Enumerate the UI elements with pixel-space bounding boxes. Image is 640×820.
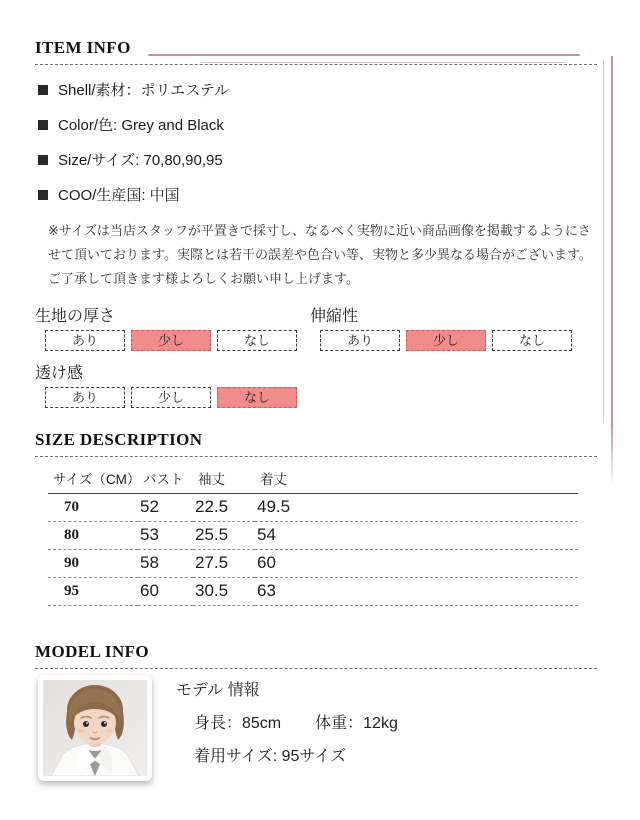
attr-option-selected: なし xyxy=(217,387,297,408)
cell-bust: 52 xyxy=(138,494,193,522)
column-header-length: 着丈 xyxy=(255,465,578,494)
size-disclaimer-text: ※サイズは当店スタッフが平置きで採寸し、なるべく実物に近い商品画像を掲載するようにさせて頂いております。実際とは若干の誤差や色合い等、実物と多少異なる場合がございます。ご了承して頂きます様よろしくお願い申し上げます。 xyxy=(48,223,592,286)
square-bullet-icon xyxy=(38,120,48,130)
list-item-coo xyxy=(35,184,605,205)
model-measurements xyxy=(194,710,398,733)
model-details xyxy=(176,675,398,766)
cell-sleeve: 27.5 xyxy=(193,550,255,578)
list-item-color xyxy=(35,114,605,135)
size-table xyxy=(48,465,578,606)
list-item-material xyxy=(35,79,605,100)
attr-label: 生地の厚さ xyxy=(35,308,116,325)
attr-option: なし xyxy=(492,330,572,351)
attr-group-stretch xyxy=(310,303,572,351)
attr-option: 少し xyxy=(131,387,211,408)
cell-bust: 58 xyxy=(138,550,193,578)
item-info-list xyxy=(35,79,605,205)
model-photo xyxy=(38,675,152,781)
toddler-photo-illustration xyxy=(43,680,147,776)
cell-bust: 60 xyxy=(138,578,193,606)
model-heading: モデル 情報 xyxy=(176,682,260,699)
attr-label: 透け感 xyxy=(35,365,84,382)
attr-option-selected: 少し xyxy=(406,330,486,351)
square-bullet-icon xyxy=(38,190,48,200)
cell-size: 95 xyxy=(48,578,138,606)
attr-option: あり xyxy=(45,330,125,351)
cell-size: 80 xyxy=(48,522,138,550)
size-description-title: SIZE DESCRIPTION xyxy=(35,430,597,457)
item-info-title: ITEM INFO xyxy=(35,38,597,65)
cell-length: 60 xyxy=(255,550,578,578)
cell-bust: 53 xyxy=(138,522,193,550)
attr-option-selected: 少し xyxy=(131,330,211,351)
model-info-title: MODEL INFO xyxy=(35,642,597,669)
square-bullet-icon xyxy=(38,155,48,165)
attr-option: あり xyxy=(320,330,400,351)
attr-option: なし xyxy=(217,330,297,351)
size-table-header-row xyxy=(48,465,578,494)
cell-length: 54 xyxy=(255,522,578,550)
product-description xyxy=(0,38,640,781)
cell-size: 70 xyxy=(48,494,138,522)
cell-sleeve: 25.5 xyxy=(193,522,255,550)
attr-label: 伸縮性 xyxy=(310,308,359,325)
attr-group-fabric-thickness xyxy=(35,303,310,351)
fabric-attributes xyxy=(35,303,605,408)
bullet-text: Color/色: Grey and Black xyxy=(58,117,224,134)
bullet-text: Shell/素材：ポリエステル xyxy=(58,82,230,99)
cell-size: 90 xyxy=(48,550,138,578)
cell-sleeve: 22.5 xyxy=(193,494,255,522)
model-weight: 体重：12kg xyxy=(315,715,398,732)
model-info xyxy=(35,675,605,781)
table-row xyxy=(48,494,578,522)
column-header-size: サイズ（CM） xyxy=(48,465,138,494)
model-wear-size: 着用サイズ: 95サイズ xyxy=(194,748,347,765)
square-bullet-icon xyxy=(38,85,48,95)
table-row xyxy=(48,578,578,606)
list-item-size xyxy=(35,149,605,170)
bullet-text: COO/生産国: 中国 xyxy=(58,187,180,204)
cell-sleeve: 30.5 xyxy=(193,578,255,606)
cell-length: 63 xyxy=(255,578,578,606)
table-row xyxy=(48,522,578,550)
cell-length: 49.5 xyxy=(255,494,578,522)
column-header-bust: バスト xyxy=(138,465,193,494)
attr-group-sheerness xyxy=(35,360,310,408)
table-row xyxy=(48,550,578,578)
bullet-text: Size/サイズ: 70,80,90,95 xyxy=(58,152,223,169)
column-header-sleeve: 袖丈 xyxy=(193,465,255,494)
model-height: 身長：85cm xyxy=(194,715,282,732)
attr-option: あり xyxy=(45,387,125,408)
